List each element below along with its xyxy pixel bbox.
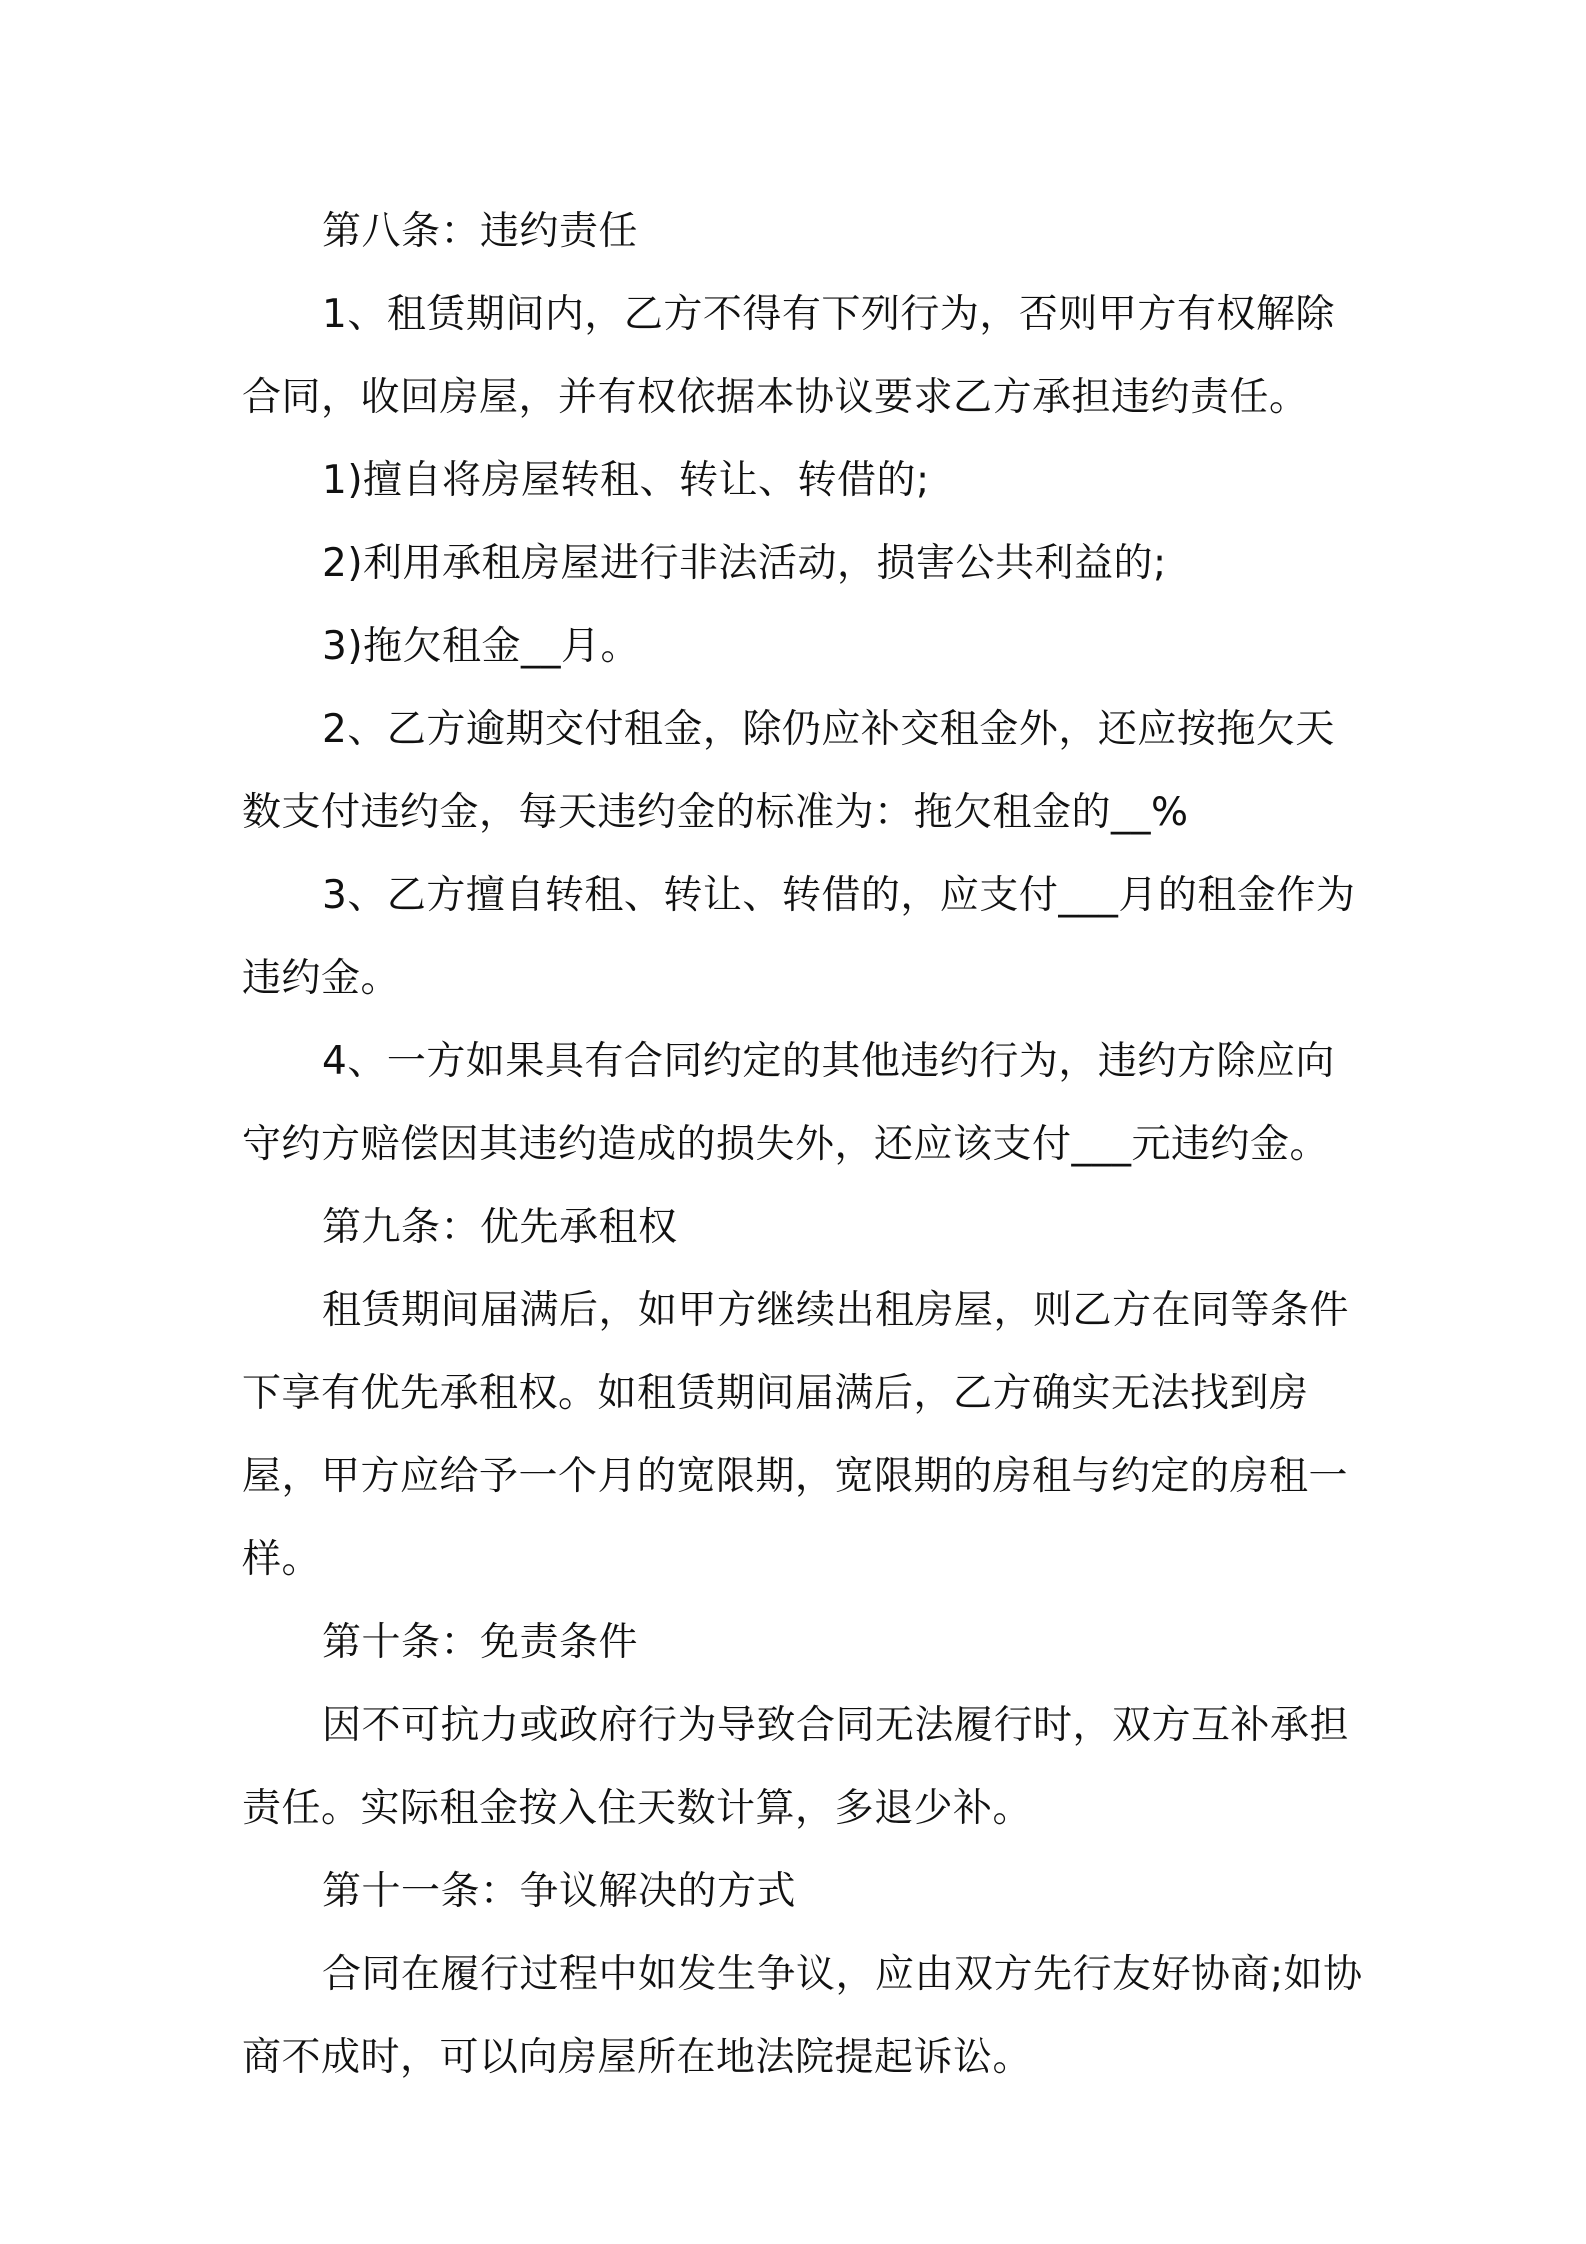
- article-8-item-2: 2)利用承租房屋进行非法活动，损害公共利益的;: [322, 541, 1167, 586]
- article-8-item-3: 3)拖欠租金__月。: [322, 624, 641, 669]
- article-8-item-1: 1)擅自将房屋转租、转让、转借的;: [322, 458, 930, 503]
- article-8-clause-1: 1、租赁期间内，乙方不得有下列行为，否则甲方有权解除合同，收回房屋，并有权依据本协议要求乙方承担违约责任。: [242, 292, 1335, 420]
- article-10-text: 因不可抗力或政府行为导致合同无法履行时，双方互补承担责任。实际租金按入住天数计算，多退少补。: [242, 1703, 1350, 1831]
- article-8-clause-3: 3、乙方擅自转租、转让、转借的，应支付___月的租金作为违约金。: [242, 873, 1356, 1001]
- article-9-text: 租赁期间届满后，如甲方继续出租房屋，则乙方在同等条件下享有优先承租权。如租赁期间届满后，乙方确实无法找到房屋，甲方应给予一个月的宽限期，宽限期的房租与约定的房租一样。: [242, 1288, 1350, 1582]
- article-11-heading: 第十一条：争议解决的方式: [322, 1869, 797, 1914]
- article-11-text: 合同在履行过程中如发生争议，应由双方先行友好协商;如协商不成时，可以向房屋所在地法院提起诉讼。: [242, 1952, 1363, 2080]
- article-8-clause-2: 2、乙方逾期交付租金，除仍应补交租金外，还应按拖欠天数支付违约金，每天违约金的标准为：拖欠租金的__%: [242, 707, 1335, 835]
- article-8-clause-4: 4、一方如果具有合同约定的其他违约行为，违约方除应向守约方赔偿因其违约造成的损失外，还应该支付___元违约金。: [242, 1039, 1335, 1167]
- article-8-heading: 第八条：违约责任: [322, 209, 639, 254]
- article-9-heading: 第九条：优先承租权: [322, 1205, 678, 1250]
- document-body: [242, 190, 1364, 2099]
- article-10-heading: 第十条：免责条件: [322, 1620, 639, 1665]
